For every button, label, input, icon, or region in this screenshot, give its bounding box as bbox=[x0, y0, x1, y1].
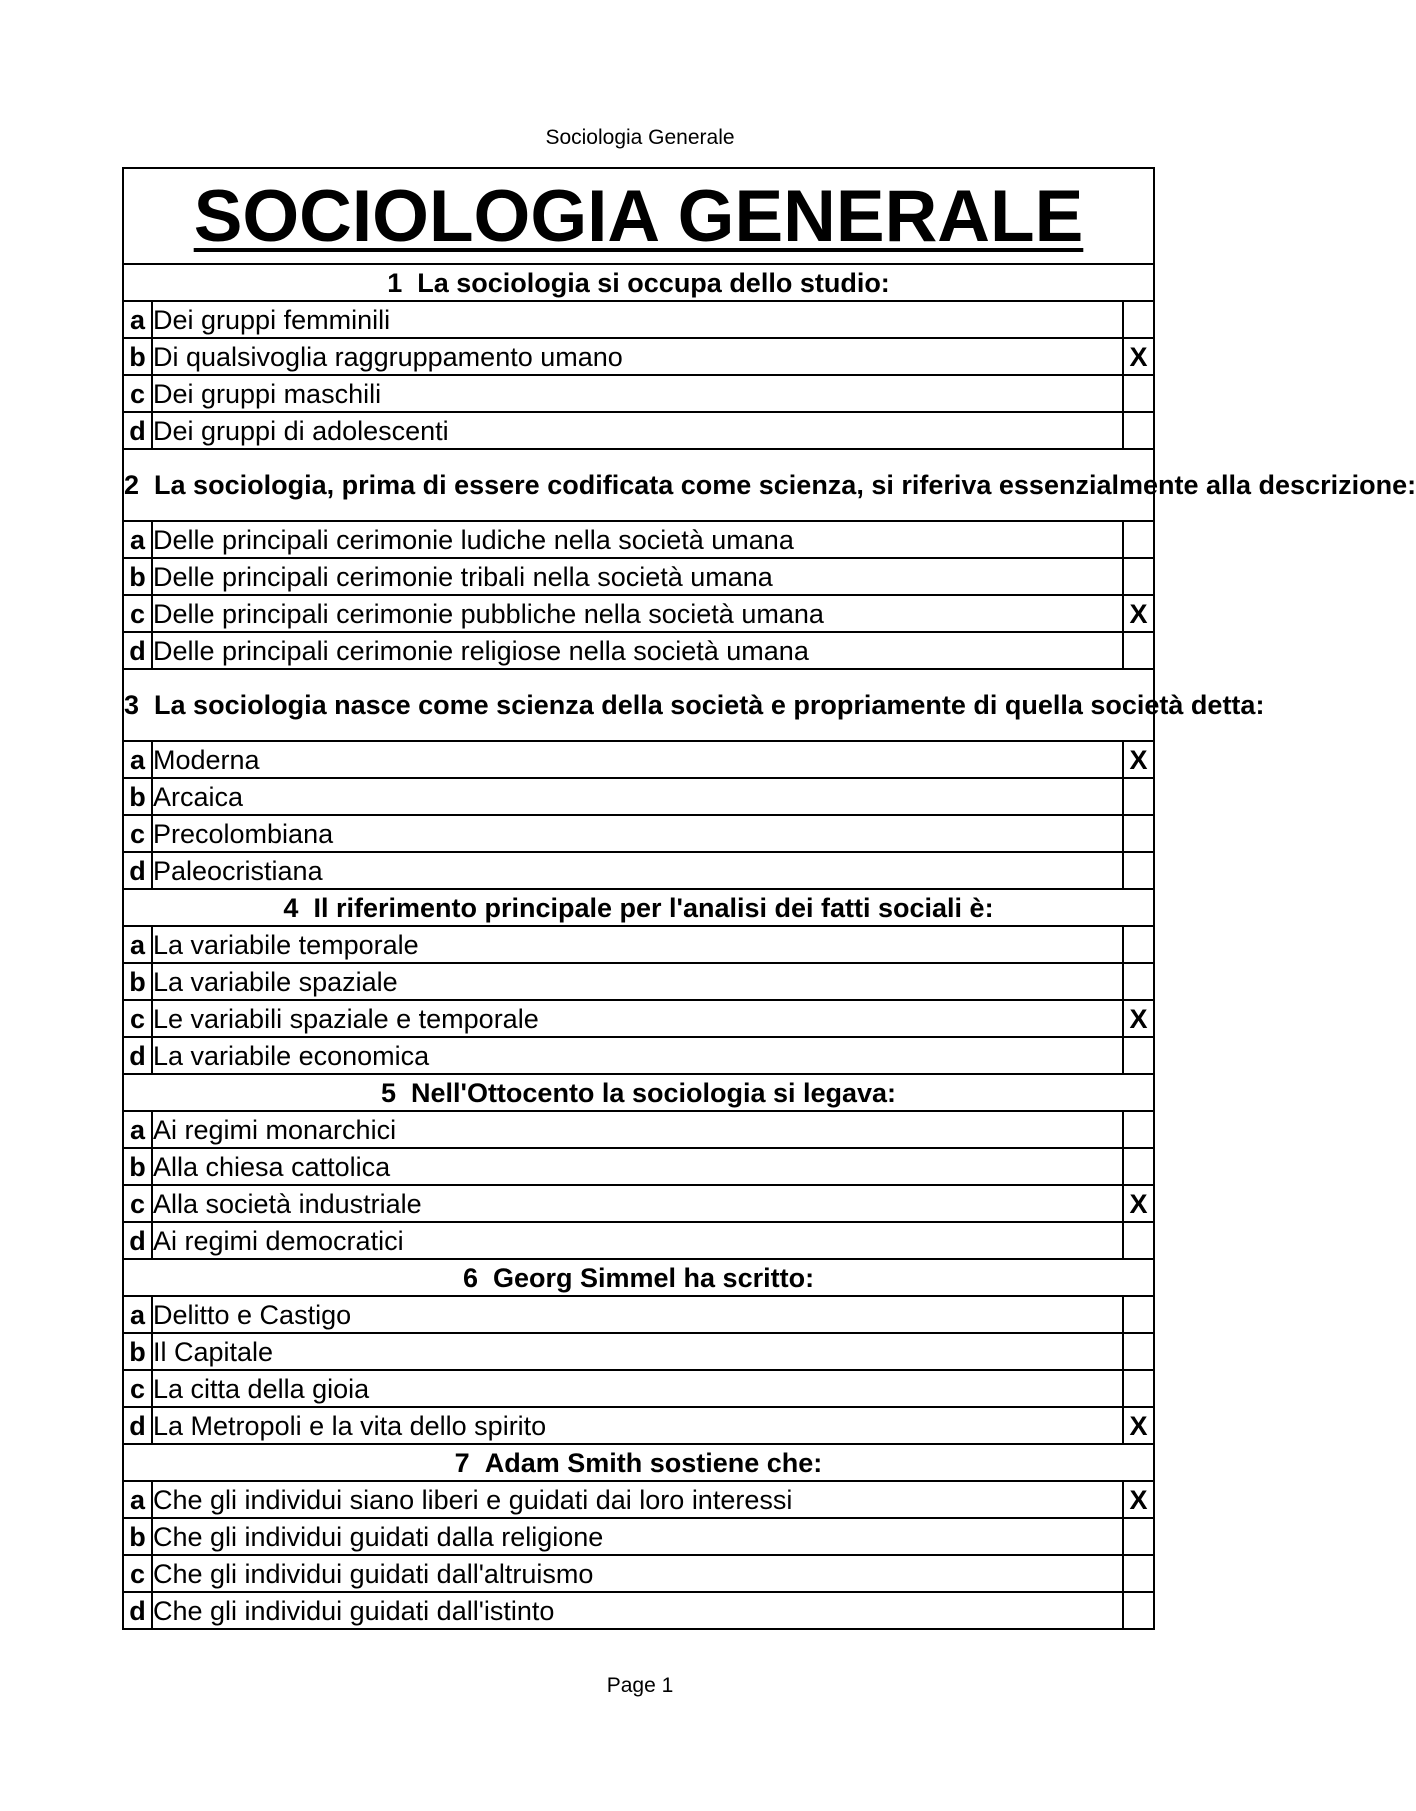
answer-mark bbox=[1123, 558, 1154, 595]
question-text: Adam Smith sostiene che: bbox=[484, 1447, 823, 1478]
answer-mark: X bbox=[1123, 1000, 1154, 1037]
answer-row bbox=[123, 1518, 1154, 1555]
question-number: 7 bbox=[454, 1447, 470, 1478]
answer-text: Delitto e Castigo bbox=[152, 1296, 1123, 1333]
question-cell bbox=[123, 449, 1416, 521]
answer-text: Che gli individui guidati dalla religione bbox=[152, 1518, 1123, 1555]
answer-mark bbox=[1123, 963, 1154, 1000]
answer-row bbox=[123, 852, 1154, 889]
question-cell bbox=[123, 1444, 1154, 1481]
question-row bbox=[123, 1444, 1154, 1481]
answer-row bbox=[123, 926, 1154, 963]
answer-row bbox=[123, 778, 1154, 815]
answer-text: Ai regimi democratici bbox=[152, 1222, 1123, 1259]
answer-letter: c bbox=[123, 1000, 152, 1037]
answer-letter: b bbox=[123, 778, 152, 815]
answer-mark: X bbox=[1123, 741, 1154, 778]
answer-row bbox=[123, 1592, 1154, 1629]
answer-letter: a bbox=[123, 926, 152, 963]
question-row bbox=[123, 449, 1154, 521]
page-header: Sociologia Generale bbox=[545, 126, 735, 149]
document-title: SOCIOLOGIA GENERALE bbox=[193, 175, 1084, 257]
answer-letter: c bbox=[123, 815, 152, 852]
answer-row bbox=[123, 301, 1154, 338]
question-cell bbox=[123, 669, 1265, 741]
answer-letter: c bbox=[123, 1555, 152, 1592]
answer-mark bbox=[1123, 375, 1154, 412]
question-text: Il riferimento principale per l'analisi dei fatti sociali è: bbox=[313, 892, 994, 923]
answer-mark bbox=[1123, 1148, 1154, 1185]
answer-row bbox=[123, 1333, 1154, 1370]
answer-letter: b bbox=[123, 1518, 152, 1555]
answer-mark bbox=[1123, 1555, 1154, 1592]
answer-row bbox=[123, 741, 1154, 778]
answer-row bbox=[123, 412, 1154, 449]
question-text: Nell'Ottocento la sociologia si legava: bbox=[411, 1077, 897, 1108]
answer-text: Di qualsivoglia raggruppamento umano bbox=[152, 338, 1123, 375]
answer-text: La Metropoli e la vita dello spirito bbox=[152, 1407, 1123, 1444]
question-text: La sociologia, prima di essere codificata come scienza, si riferiva essenzialmente alla descrizione: bbox=[154, 470, 1416, 500]
answer-mark bbox=[1123, 521, 1154, 558]
answer-row bbox=[123, 1037, 1154, 1074]
answer-letter: b bbox=[123, 558, 152, 595]
answer-row bbox=[123, 1185, 1154, 1222]
answer-mark bbox=[1123, 778, 1154, 815]
answer-row bbox=[123, 1370, 1154, 1407]
answer-row bbox=[123, 815, 1154, 852]
answer-letter: d bbox=[123, 632, 152, 669]
answer-mark bbox=[1123, 412, 1154, 449]
answer-letter: a bbox=[123, 1296, 152, 1333]
answer-letter: a bbox=[123, 521, 152, 558]
answer-text: La variabile economica bbox=[152, 1037, 1123, 1074]
answer-letter: c bbox=[123, 595, 152, 632]
answer-text: Ai regimi monarchici bbox=[152, 1111, 1123, 1148]
answer-mark bbox=[1123, 1222, 1154, 1259]
answer-text: Delle principali cerimonie pubbliche nella società umana bbox=[152, 595, 1123, 632]
answer-letter: d bbox=[123, 1222, 152, 1259]
question-cell bbox=[123, 889, 1154, 926]
answer-letter: d bbox=[123, 1037, 152, 1074]
answer-row bbox=[123, 375, 1154, 412]
page-footer: Page 1 bbox=[606, 1674, 674, 1697]
question-row bbox=[123, 264, 1154, 301]
answer-mark bbox=[1123, 301, 1154, 338]
question-row bbox=[123, 1074, 1154, 1111]
answer-text: Arcaica bbox=[152, 778, 1123, 815]
answer-text: Paleocristiana bbox=[152, 852, 1123, 889]
question-text: Georg Simmel ha scritto: bbox=[492, 1262, 815, 1293]
answer-mark bbox=[1123, 1037, 1154, 1074]
question-text: La sociologia nasce come scienza della società e propriamente di quella società detta: bbox=[154, 690, 1265, 720]
answer-text: Moderna bbox=[152, 741, 1123, 778]
answer-row bbox=[123, 1296, 1154, 1333]
answer-text: Che gli individui siano liberi e guidati dai loro interessi bbox=[152, 1481, 1123, 1518]
answer-text: La variabile temporale bbox=[152, 926, 1123, 963]
answer-letter: c bbox=[123, 375, 152, 412]
answer-letter: a bbox=[123, 741, 152, 778]
answer-mark bbox=[1123, 1518, 1154, 1555]
answer-mark bbox=[1123, 926, 1154, 963]
answer-letter: b bbox=[123, 1333, 152, 1370]
answer-text: Dei gruppi di adolescenti bbox=[152, 412, 1123, 449]
answer-text: Dei gruppi femminili bbox=[152, 301, 1123, 338]
answer-text: Delle principali cerimonie ludiche nella società umana bbox=[152, 521, 1123, 558]
answer-row bbox=[123, 1111, 1154, 1148]
answer-mark: X bbox=[1123, 1407, 1154, 1444]
question-number: 5 bbox=[380, 1077, 396, 1108]
answer-row bbox=[123, 1481, 1154, 1518]
answer-text: Delle principali cerimonie religiose nella società umana bbox=[152, 632, 1123, 669]
answer-letter: a bbox=[123, 1481, 152, 1518]
answer-mark bbox=[1123, 1333, 1154, 1370]
question-text: La sociologia si occupa dello studio: bbox=[417, 267, 890, 298]
answer-text: Alla società industriale bbox=[152, 1185, 1123, 1222]
answer-row bbox=[123, 558, 1154, 595]
answer-row bbox=[123, 338, 1154, 375]
answer-mark: X bbox=[1123, 338, 1154, 375]
answer-mark bbox=[1123, 1111, 1154, 1148]
answer-row bbox=[123, 632, 1154, 669]
answer-mark: X bbox=[1123, 1185, 1154, 1222]
answer-row bbox=[123, 963, 1154, 1000]
answer-text: Che gli individui guidati dall'altruismo bbox=[152, 1555, 1123, 1592]
answer-text: Dei gruppi maschili bbox=[152, 375, 1123, 412]
answer-letter: b bbox=[123, 1148, 152, 1185]
question-row bbox=[123, 669, 1154, 741]
question-cell bbox=[123, 1074, 1154, 1111]
answer-mark bbox=[1123, 1592, 1154, 1629]
answer-text: Che gli individui guidati dall'istinto bbox=[152, 1592, 1123, 1629]
answer-text: Precolombiana bbox=[152, 815, 1123, 852]
question-number: 4 bbox=[283, 892, 299, 923]
answer-letter: b bbox=[123, 963, 152, 1000]
question-cell bbox=[123, 264, 1154, 301]
quiz-table bbox=[122, 167, 1416, 1630]
answer-letter: b bbox=[123, 338, 152, 375]
answer-letter: c bbox=[123, 1185, 152, 1222]
answer-letter: d bbox=[123, 412, 152, 449]
document-title-cell bbox=[123, 168, 1154, 264]
answer-row bbox=[123, 521, 1154, 558]
question-row bbox=[123, 889, 1154, 926]
answer-letter: d bbox=[123, 1592, 152, 1629]
answer-text: Delle principali cerimonie tribali nella società umana bbox=[152, 558, 1123, 595]
answer-text: Il Capitale bbox=[152, 1333, 1123, 1370]
answer-text: Alla chiesa cattolica bbox=[152, 1148, 1123, 1185]
answer-text: La citta della gioia bbox=[152, 1370, 1123, 1407]
answer-mark bbox=[1123, 632, 1154, 669]
answer-letter: d bbox=[123, 1407, 152, 1444]
question-cell bbox=[123, 1259, 1154, 1296]
answer-text: Le variabili spaziale e temporale bbox=[152, 1000, 1123, 1037]
question-number: 1 bbox=[387, 267, 403, 298]
answer-mark: X bbox=[1123, 595, 1154, 632]
answer-mark bbox=[1123, 1370, 1154, 1407]
answer-row bbox=[123, 1000, 1154, 1037]
answer-row bbox=[123, 1222, 1154, 1259]
question-number: 2 bbox=[124, 470, 140, 500]
answer-mark bbox=[1123, 815, 1154, 852]
question-number: 3 bbox=[124, 690, 140, 720]
question-number: 6 bbox=[462, 1262, 478, 1293]
answer-row bbox=[123, 1407, 1154, 1444]
title-row bbox=[123, 168, 1154, 264]
answer-mark: X bbox=[1123, 1481, 1154, 1518]
answer-letter: d bbox=[123, 852, 152, 889]
answer-mark bbox=[1123, 852, 1154, 889]
answer-text: La variabile spaziale bbox=[152, 963, 1123, 1000]
answer-letter: a bbox=[123, 1111, 152, 1148]
answer-letter: c bbox=[123, 1370, 152, 1407]
question-row bbox=[123, 1259, 1154, 1296]
answer-mark bbox=[1123, 1296, 1154, 1333]
answer-letter: a bbox=[123, 301, 152, 338]
answer-row bbox=[123, 595, 1154, 632]
answer-row bbox=[123, 1148, 1154, 1185]
answer-row bbox=[123, 1555, 1154, 1592]
